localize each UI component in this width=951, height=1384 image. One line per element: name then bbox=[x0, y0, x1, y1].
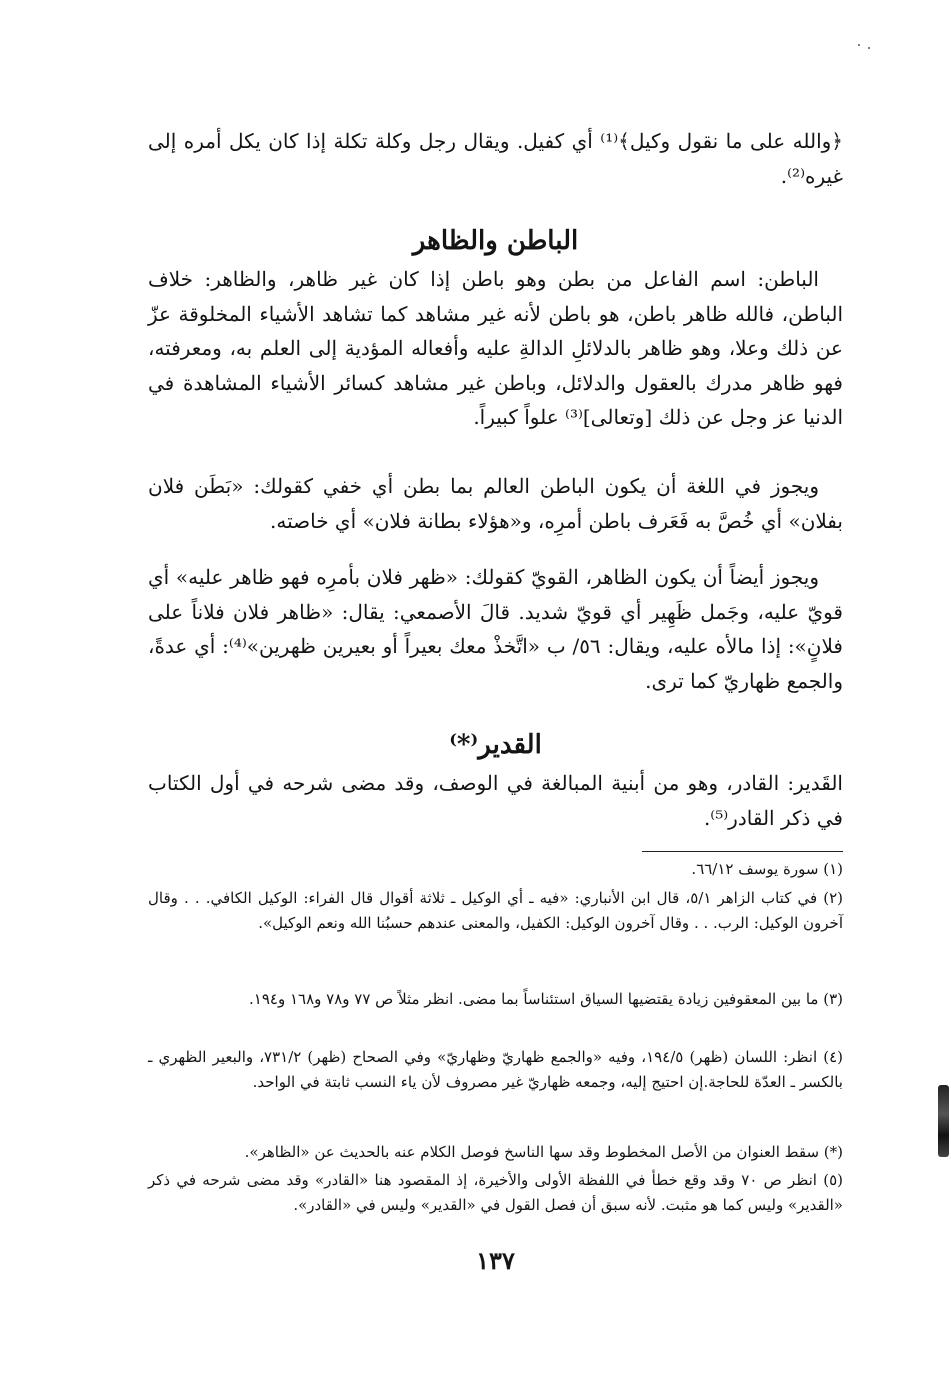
paragraph-zahir-qawi: ويجوز أيضاً أن يكون الظاهر، القويّ كقولك: «ظهر فلان بأمرِه فهو ظاهر عليه» أي قويّ عليه، وجَمل ظَهِير أي قويّ شديد. قالَ الأصمعي: يقال: «ظاهر فلان فلاناً على فلانٍ»: إذا مالأه عليه، ويقال: ٥٦/ ب «اتَّخذْ معك بعيراً أو بعيرين ظهرين»⁽⁴⁾: أي عدةً، والجمع ظهاريّ كما ترى. bbox=[148, 565, 843, 693]
section-heading-qadir: القدير⁽*⁾ bbox=[449, 730, 542, 760]
intro-paragraph: ﴿والله على ما نقول وكيل﴾⁽¹⁾ أي كفيل. ويقال رجل وكلة تكلة إذا كان يكل أمره إلى غيره⁽²⁾. bbox=[148, 129, 844, 188]
paragraph-qadir-definition: القَدير: القادر، وهو من أبنية المبالغة في الوصف، وقد مضى شرحه في أول الكتاب في ذكر القادر⁽⁵⁾. bbox=[148, 771, 843, 830]
section-heading-batin-zahir: الباطن والظاهر bbox=[412, 226, 579, 256]
footnote-separator bbox=[642, 851, 843, 852]
footnote-1: (١) سورة يوسف ٦٦/١٢. bbox=[691, 860, 843, 878]
footnote-star: (*) سقط العنوان من الأصل المخطوط وقد سها الناسخ فوصل الكلام عنه بالحديث عن «الظاهر». bbox=[244, 1143, 843, 1161]
footnote-5: (٥) انظر ص ٧٠ وقد وقع خطأ في اللفظة الأولى والأخيرة، إذ المقصود هنا «القادر» وقد مضى شرحه في ذكر «القدير» وليس كما هو مثبت. لأنه سبق أن فصل القول في «القدير» وليس في «القادر». bbox=[148, 1171, 843, 1214]
paragraph-batin-definition: الباطن: اسم الفاعل من بطن وهو باطن إذا كان غير ظاهر، والظاهر: خلاف الباطن، فالله ظاهر باطن، هو باطن لأنه غير مشاهد كما تشاهد الأشياء المخلوقة عزّ عن ذلك وعلا، وهو ظاهر بالدلائلِ الدالةِ عليه وأفعاله المؤدية إلى العلم به، ومعرفته، فهو ظاهر مدرك بالعقول والدلائل، وباطن غير مشاهد كسائر الأشياء المشاهدة في الدنيا عز وجل عن ذلك [وتعالى]⁽³⁾ علواً كبيراً. bbox=[148, 267, 843, 429]
scan-speck bbox=[858, 42, 878, 50]
footnote-3: (٣) ما بين المعقوفين زيادة يقتضيها السياق استئناساً بما مضى. انظر مثلاً ص ٧٧ و٧٨ و١٦٨ و١٩٤. bbox=[248, 990, 843, 1008]
page-number: ١٣٧ bbox=[476, 1246, 515, 1275]
footnote-2: (٢) في كتاب الزاهر ٥/١، قال ابن الأنباري: «فيه ـ أي الوكيل ـ ثلاثة أقوال قال الفراء: الوكيل الكافي. . . وقال آخرون الوكيل: الرب. . . وقال آخرون الوكيل: الكفيل، والمعنى عندهم حسبُنا الله ونعم الوكيل». bbox=[148, 889, 843, 932]
footnote-4: (٤) انظر: اللسان (ظهر) ١٩٤/٥، وفيه «والجمع ظهاريّ وظهاريّ» وفي الصحاح (ظهر) ٧٣١/٢، والبعير الظهري ـ بالكسر ـ العدّة للحاجة.إن احتيج إليه، وجمعه ظهاريّ غير مصروف لأن ياء النسب ثابتة في الواحد. bbox=[148, 1048, 843, 1091]
scan-edge-mark bbox=[938, 1085, 949, 1157]
paragraph-batin-language: ويجوز في اللغة أن يكون الباطن العالم بما بطن أي خفي كقولك: «بَطَن فلان بفلان» أي خُصَّ به فَعَرف باطن أمرِه، و«هؤلاء بطانة فلان» أي خاصته. bbox=[148, 474, 843, 533]
